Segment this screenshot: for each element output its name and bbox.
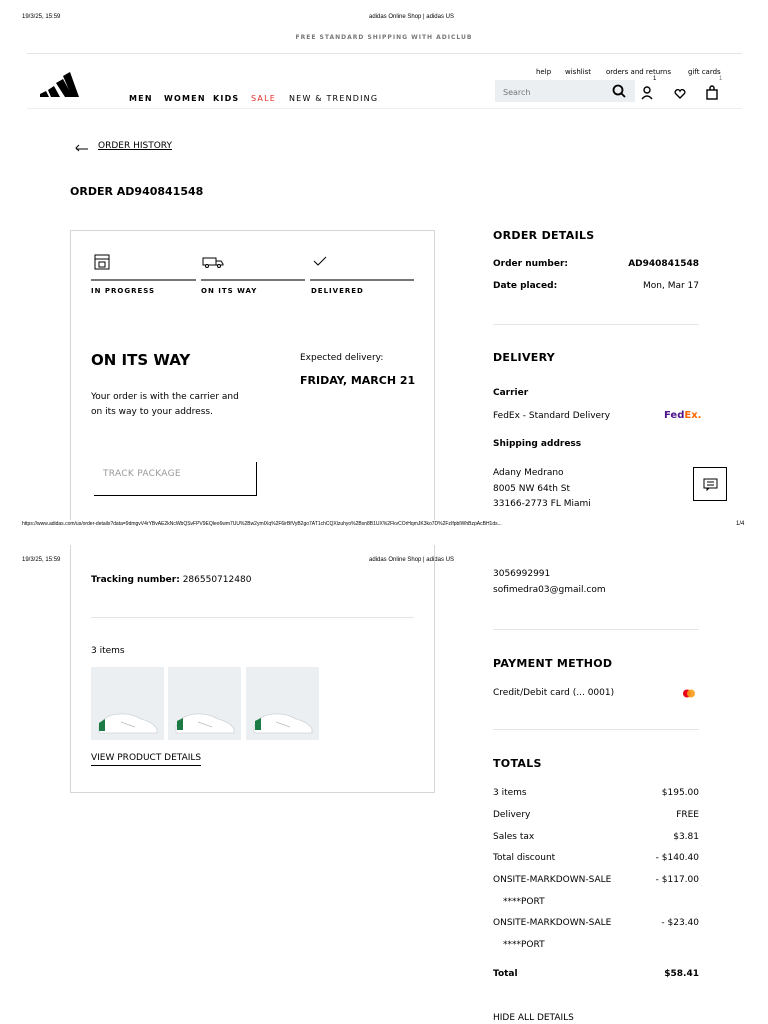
search-icon[interactable]: [612, 84, 626, 98]
nav-men[interactable]: MEN: [129, 94, 153, 103]
chat-icon: [703, 478, 718, 491]
contact-email: sofimedra03@gmail.com: [493, 585, 606, 595]
tracking-divider: [91, 617, 414, 618]
discount-code-1-suffix: ****PORT: [503, 897, 545, 907]
track-package-label: TRACK PACKAGE: [103, 469, 181, 479]
discount-code-2-label: ONSITE-MARKDOWN-SALE: [493, 918, 612, 928]
discount-code-2-value: - $23.40: [661, 918, 699, 928]
utility-orders-link[interactable]: orders and returns: [606, 68, 671, 76]
expected-delivery-label: Expected delivery:: [300, 353, 384, 363]
tracking-number-row: Tracking number: 286550712480: [91, 575, 252, 585]
status-desc-line-2: on its way to your address.: [91, 407, 213, 417]
discount-code-1-value: - $117.00: [655, 875, 699, 885]
bag-icon[interactable]: [706, 85, 718, 100]
utility-giftcards-link[interactable]: gift cards: [688, 68, 721, 76]
status-title: ON ITS WAY: [91, 351, 191, 369]
payment-method-value: Credit/Debit card (... 0001): [493, 688, 615, 698]
payment-divider: [493, 729, 699, 730]
totals-tax-value: $3.81: [673, 832, 699, 842]
print-url: https://www.adidas.com/us/order-details?data=9dmgvV4rYBvAE2kNcWbQSvFPV9EQleo6wm7UU%2Bw2ymIXq%2F6irBfVyB2go7AT1chCQXlzuhyo%2Bxn8B1UX%2FkvCOrHqmJK3ko7D%2FzIfpbIWhBzpAcBH1ds...: [22, 521, 502, 527]
order-number-label: Order number:: [493, 259, 568, 269]
address-city: 33166-2773 FL Miami: [493, 499, 591, 509]
delivery-heading: DELIVERY: [493, 351, 556, 364]
step-label-delivered: DELIVERED: [311, 287, 364, 295]
order-history-link[interactable]: ORDER HISTORY: [98, 141, 172, 151]
order-details-heading: ORDER DETAILS: [493, 229, 595, 242]
print-timestamp: 19/3/25, 15:59: [22, 14, 61, 20]
address-name: Adany Medrano: [493, 468, 564, 478]
print-tab-title: adidas Online Shop | adidas US: [369, 14, 454, 20]
nav-kids[interactable]: KIDS: [213, 94, 240, 103]
print-timestamp-page-2: 19/3/25, 15:59: [22, 557, 61, 563]
shipping-address-label: Shipping address: [493, 439, 582, 449]
totals-delivery-label: Delivery: [493, 810, 531, 820]
date-placed-value: Mon, Mar 17: [643, 281, 699, 291]
print-page-number: 1/4: [736, 521, 745, 527]
totals-discount-value: - $140.40: [655, 853, 699, 863]
progress-bar-step-1: [91, 279, 196, 281]
delivery-divider: [493, 629, 699, 630]
totals-delivery-value: FREE: [676, 810, 699, 820]
nav-new-trending[interactable]: NEW & TRENDING: [289, 94, 379, 103]
print-tab-title-page-2: adidas Online Shop | adidas US: [369, 557, 454, 563]
account-badge: 1: [653, 76, 657, 82]
status-desc-line-1: Your order is with the carrier and: [91, 392, 239, 402]
promo-divider: [27, 53, 742, 54]
wishlist-heart-icon[interactable]: [674, 89, 686, 99]
promo-banner[interactable]: FREE STANDARD SHIPPING WITH ADICLUB: [295, 34, 473, 41]
hide-all-details-link[interactable]: HIDE ALL DETAILS: [493, 1013, 574, 1023]
product-thumbnail-3[interactable]: [246, 667, 319, 740]
status-card-continued: [70, 545, 435, 793]
progress-bar-step-3: [310, 279, 414, 281]
nav-sale[interactable]: SALE: [251, 94, 277, 103]
product-thumbnail-2[interactable]: [168, 667, 241, 740]
expected-delivery-date: FRIDAY, MARCH 21: [300, 374, 416, 387]
address-street: 8005 NW 64th St: [493, 484, 571, 494]
mastercard-icon: [682, 689, 696, 698]
order-details-divider: [493, 324, 699, 325]
discount-code-2-suffix: ****PORT: [503, 940, 545, 950]
totals-discount-label: Total discount: [493, 853, 556, 863]
delivery-truck-icon: [202, 256, 224, 268]
progress-bar-step-2: [201, 279, 305, 281]
payment-method-heading: PAYMENT METHOD: [493, 657, 613, 670]
contact-phone: 3056992991: [493, 569, 551, 579]
tracking-number-value: 286550712480: [182, 575, 252, 585]
order-total-label: Total: [493, 969, 518, 979]
product-thumbnail-1[interactable]: [91, 667, 164, 740]
carrier-value: FedEx - Standard Delivery: [493, 411, 611, 421]
checkmark-icon: [313, 256, 327, 266]
totals-heading: TOTALS: [493, 757, 542, 770]
track-package-button[interactable]: [94, 462, 257, 496]
view-product-details-link[interactable]: VIEW PRODUCT DETAILS: [91, 753, 201, 766]
step-label-on-its-way: ON ITS WAY: [201, 287, 258, 295]
adidas-logo-icon[interactable]: [40, 70, 82, 101]
chat-button[interactable]: [693, 467, 727, 501]
order-number-value: AD940841548: [628, 259, 699, 269]
order-total-value: $58.41: [664, 969, 699, 979]
utility-help-link[interactable]: help: [536, 68, 552, 76]
store-icon: [94, 254, 110, 270]
header-divider: [27, 108, 742, 109]
items-count: 3 items: [91, 646, 125, 656]
status-card: [70, 230, 435, 520]
totals-tax-label: Sales tax: [493, 832, 535, 842]
step-label-in-progress: IN PROGRESS: [91, 287, 156, 295]
search-input[interactable]: [495, 82, 605, 104]
fedex-logo: FedEx.: [664, 410, 702, 421]
bag-badge: 1: [719, 76, 723, 82]
carrier-label: Carrier: [493, 388, 529, 398]
discount-code-1-label: ONSITE-MARKDOWN-SALE: [493, 875, 612, 885]
back-arrow-icon[interactable]: [74, 142, 89, 152]
page-title: ORDER AD940841548: [70, 185, 204, 198]
date-placed-label: Date placed:: [493, 281, 558, 291]
totals-items-label: 3 items: [493, 788, 527, 798]
totals-items-value: $195.00: [661, 788, 699, 798]
account-icon[interactable]: [641, 86, 653, 100]
nav-women[interactable]: WOMEN: [164, 94, 206, 103]
utility-wishlist-link[interactable]: wishlist: [565, 68, 592, 76]
